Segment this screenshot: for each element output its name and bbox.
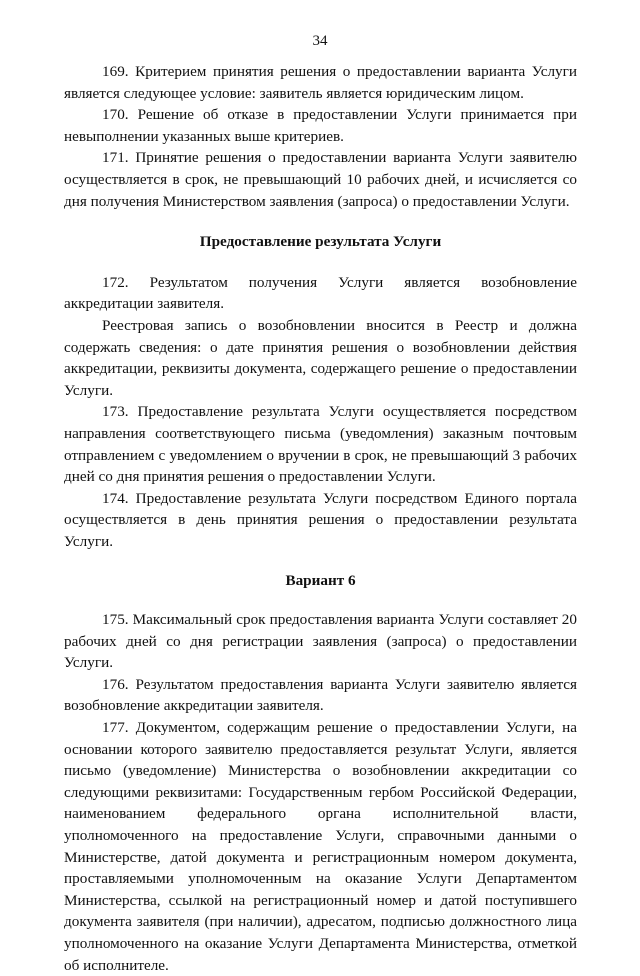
paragraph-171: 171. Принятие решения о предоставлении варианта Услуги заявителю осуществляется в срок, не превышающий 10 рабочих дней, и исчисляется со дня получения Министерством заявления (запроса) о предоставлении Услуги.	[64, 149, 577, 210]
paragraph-174: 174. Предоставление результата Услуги посредством Единого портала осуществляется в день принятия решения о предоставлении результата Услуги.	[64, 489, 577, 550]
spacer	[64, 253, 577, 272]
paragraph-169: 169. Критерием принятия решения о предоставлении варианта Услуги является следующее условие: заявитель является юридическим лицом.	[64, 63, 577, 102]
paragraph-175: 175. Максимальный срок предоставления варианта Услуги составляет 20 рабочих дней со дня регистрации заявления (запроса) о предоставлении Услуги.	[64, 611, 577, 672]
spacer	[64, 552, 577, 570]
paragraph-172: 172. Результатом получения Услуги является возобновление аккредитации заявителя.	[64, 273, 577, 313]
spacer	[64, 212, 577, 231]
paragraph-176: 176. Результатом предоставления варианта Услуги заявителю является возобновление аккредитации заявителя.	[64, 675, 577, 715]
document-body	[64, 61, 577, 976]
spacer	[64, 592, 577, 609]
paragraph-170: 170. Решение об отказе в предоставлении Услуги принимается при невыполнении указанных выше критериев.	[64, 106, 577, 145]
page-number: 34	[312, 33, 328, 49]
paragraph-registry-entry: Реестровая запись о возобновлении вносится в Реестр и должна содержать сведения: о дате принятия решения о возобновлении действия аккредитации, реквизиты документа, содержащего решение о предоставлении Услуги.	[64, 316, 577, 399]
section-heading-result: Предоставление результата Услуги	[199, 233, 442, 251]
paragraph-173: 173. Предоставление результата Услуги осуществляется посредством направления соответствующего письма (уведомления) заказным почтовым отправлением с уведомлением о вручении в срок, не превышающий 3 рабочих дней со дня принятия решения о предоставлении Услуги.	[64, 403, 577, 486]
paragraph-177: 177. Документом, содержащим решение о предоставлении Услуги, на основании которого заявителю предоставляется результат Услуги, является письмо (уведомление) Министерства о возобновлении аккредитации со следующими реквизитами: Государственным гербом Российской Федерации, наименованием федерального органа исполнительной власти, уполномоченного на предоставление Услуги, справочными данными о Министерстве, датой документа и регистрационным номером документа, проставляемыми уполномоченным на оказание Услуги Департаментом Министерства, ссылкой на регистрационный номер и датой поступившего документа заявителя (при наличии), адресатом, подписью должностного лица уполномоченного на оказание Услуги Департамента Министерства, отметкой об исполнителе.	[64, 719, 577, 974]
section-heading-variant: Вариант 6	[285, 572, 356, 590]
